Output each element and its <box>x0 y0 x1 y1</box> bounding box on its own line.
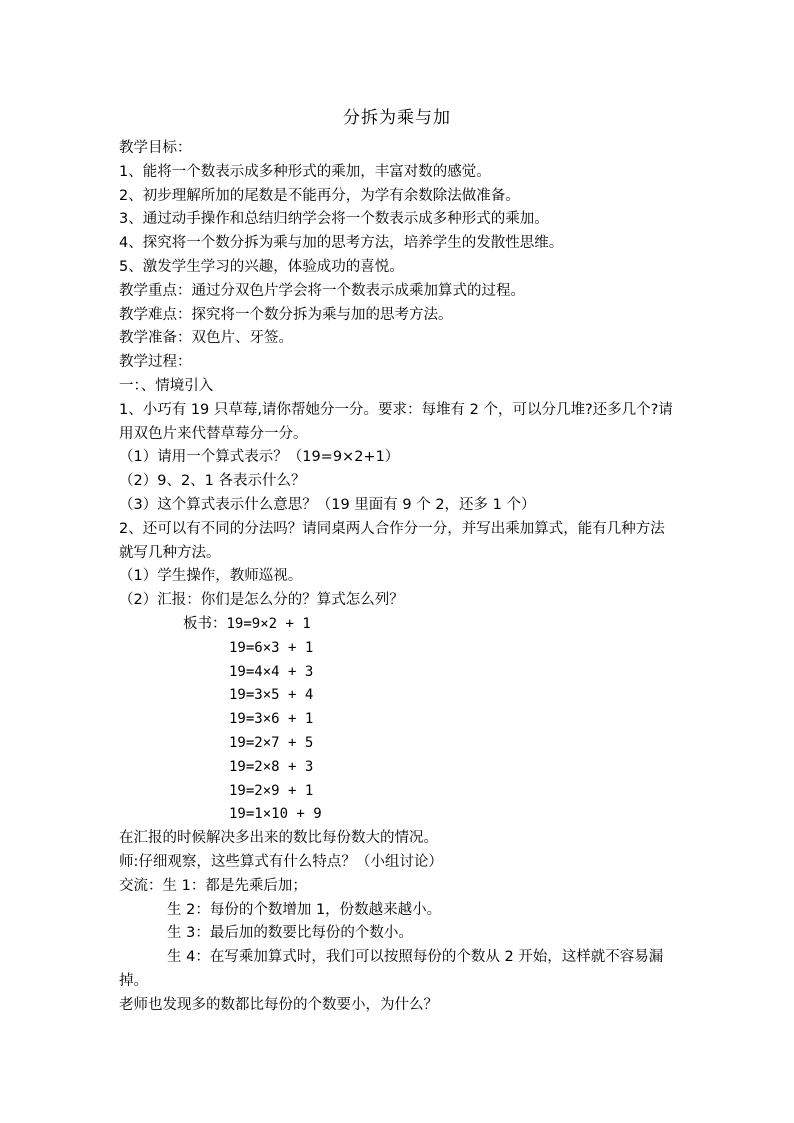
text-line: 一：、情境引入 <box>119 377 214 394</box>
equation: 19=3×6 + 1 <box>229 711 314 728</box>
document-title: 分拆为乘与加 <box>343 108 451 128</box>
text-line: 生 3：最后加的数要比每份的个数小。 <box>167 925 413 942</box>
text-line: 5、激发学生学习的兴趣，体验成功的喜悦。 <box>119 258 404 275</box>
text-line: 教学难点：探究将一个数分拆为乘与加的思考方法。 <box>119 306 453 323</box>
text-line: 1、能将一个数表示成多种形式的乘加，丰富对数的感觉。 <box>119 163 491 180</box>
text-line: （2）9、2、1 各表示什么？ <box>119 473 306 490</box>
text-paragraph: 1、小巧有 19 只草莓,请你帮她分一分。要求：每堆有 2 个，可以分几堆?还多几个?请用双色片来代替草莓分一分。 <box>119 401 673 442</box>
text-line: 教学重点：通过分双色片学会将一个数表示成乘加算式的过程。 <box>119 282 525 299</box>
text-line: （3）这个算式表示什么意思？（19 里面有 9 个 2，还多 1 个） <box>119 496 536 513</box>
text-paragraph: 生 4：在写乘加算式时，我们可以按照每份的个数从 2 开始，这样就不容易漏掉。 <box>119 949 664 989</box>
equation: 19=3×5 + 4 <box>229 687 314 704</box>
text-line: 4、探究将一个数分拆为乘与加的思考方法，培养学生的发散性思维。 <box>119 235 564 252</box>
equation: 19=2×8 + 3 <box>229 758 314 775</box>
board-label: 板书： <box>183 615 227 632</box>
equation: 19=2×7 + 5 <box>229 734 314 751</box>
text-line: 交流：生 1：都是先乘后加； <box>119 877 307 894</box>
text-line: 在汇报的时候解决多出来的数比每份数大的情况。 <box>119 830 438 847</box>
equation: 19=6×3 + 1 <box>229 639 314 656</box>
text-paragraph: 2、还可以有不同的分法吗？请同桌两人合作分一分，并写出乘加算式，能有几种方法就写几种方法。 <box>119 520 665 561</box>
equation: 19=9×2 + 1 <box>226 615 311 632</box>
text-line: （1）请用一个算式表示？（19=9×2+1） <box>119 449 400 466</box>
text-line: 2、初步理解所加的尾数是不能再分，为学有余数除法做准备。 <box>119 187 520 204</box>
document-body <box>119 137 679 1017</box>
text-line: 教学准备：双色片、牙签。 <box>119 330 293 347</box>
text-line: （1）学生操作，教师巡视。 <box>119 568 303 585</box>
text-line: 老师也发现多的数都比每份的个数要小，为什么？ <box>119 996 438 1013</box>
equation: 19=1×10 + 9 <box>229 806 322 823</box>
text-line: 3、通过动手操作和总结归纳学会将一个数表示成多种形式的乘加。 <box>119 211 549 228</box>
text-line: 生 2：每份的个数增加 1，份数越来越小。 <box>167 901 442 918</box>
board-equation-row <box>119 613 679 637</box>
text-line: 教学目标： <box>119 140 192 156</box>
text-line: 教学过程： <box>119 354 192 371</box>
equation: 19=4×4 + 3 <box>229 663 314 680</box>
text-line: 师:仔细观察，这些算式有什么特点？（小组讨论） <box>119 853 443 870</box>
text-line: （2）汇报：你们是怎么分的？算式怎么列？ <box>119 592 404 609</box>
equation: 19=2×9 + 1 <box>229 782 314 799</box>
